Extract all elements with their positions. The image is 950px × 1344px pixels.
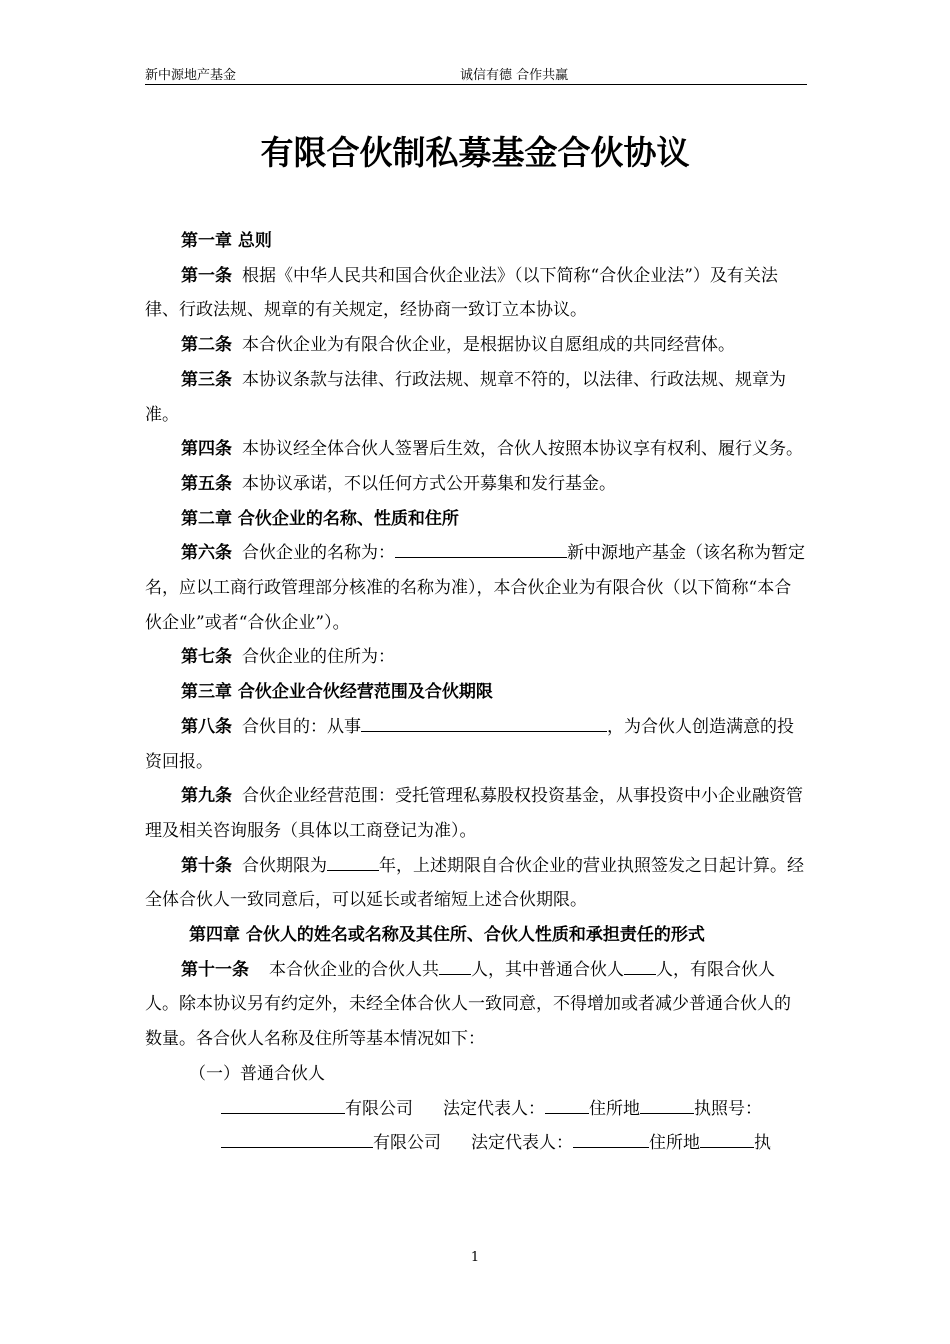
gp-addr: 住所地 (589, 1098, 640, 1119)
blank-line[interactable] (700, 1129, 754, 1148)
gp-rep: 法定代表人： (443, 1098, 545, 1119)
article-text: 本协议经全体合伙人签署后生效，合伙人按照本协议享有权利、履行义务。 (242, 439, 803, 460)
gp-license-short: 执 (754, 1133, 771, 1154)
blank-line[interactable] (640, 1095, 694, 1114)
blank-line[interactable] (545, 1095, 589, 1114)
document-body (145, 224, 807, 1161)
header-center-text: 诚信有德 合作共赢 (460, 68, 569, 83)
article-2 (145, 328, 807, 363)
article-6 (145, 536, 807, 640)
blank-line[interactable] (221, 1129, 373, 1148)
article-text: 人，有限合伙人 (656, 959, 775, 980)
article-label: 第五条 (181, 473, 232, 494)
article-3 (145, 363, 807, 432)
article-text: ，为合伙人创造满意的投资回报。 (145, 716, 794, 772)
article-text: 人，其中普通合伙人 (471, 959, 624, 980)
article-8 (145, 710, 807, 779)
article-9 (145, 779, 807, 848)
article-10 (145, 849, 807, 918)
document-title: 有限合伙制私募基金合伙协议 (260, 133, 690, 172)
blank-line[interactable] (221, 1095, 345, 1114)
article-text: 合伙目的：从事 (242, 716, 361, 737)
gp-row-1 (145, 1092, 807, 1127)
article-label: 第四条 (181, 439, 232, 460)
article-1 (145, 259, 807, 328)
article-label: 第九条 (181, 786, 232, 807)
blank-line[interactable] (439, 956, 471, 975)
blank-line[interactable] (573, 1129, 649, 1148)
gp-heading: （一）普通合伙人 (189, 1063, 325, 1084)
article-label: 第十一条 (181, 959, 249, 980)
gp-row-2 (145, 1126, 807, 1161)
article-label: 第八条 (181, 716, 232, 737)
article-text: 合伙期限为 (242, 855, 327, 876)
article-label: 第三条 (181, 369, 232, 390)
chapter-3-heading: 第三章 合伙企业合伙经营范围及合伙期限 (181, 682, 493, 703)
article-11 (145, 953, 807, 1057)
article-text: 根据《中华人民共和国合伙企业法》（以下简称“合伙企业法”）及有关法律、行政法规、规章的有关规定，经协商一致订立本协议。 (145, 265, 778, 321)
blank-line[interactable] (624, 956, 656, 975)
chapter-1-heading: 第一章 总则 (181, 231, 272, 251)
article-text: 人。除本协议另有约定外，未经全体合伙人一致同意，不得增加或者减少普通合伙人的数量。各合伙人名称及住所等基本情况如下： (145, 994, 791, 1050)
page-number: 1 (470, 1250, 480, 1265)
gp-addr: 住所地 (649, 1133, 700, 1154)
gp-license: 执照号： (694, 1098, 762, 1119)
blank-line[interactable] (395, 539, 567, 558)
page-header (145, 64, 807, 85)
article-text: 本协议承诺，不以任何方式公开募集和发行基金。 (242, 473, 616, 494)
article-text: 合伙企业经营范围：受托管理私募股权投资基金，从事投资中小企业融资管理及相关咨询服务（具体以工商登记为准）。 (145, 786, 803, 841)
article-text: 年，上述期限自合伙企业的营业执照签发之日起计算。经全体合伙人一致同意后，可以延长或者缩短上述合伙期限。 (145, 855, 804, 911)
article-label: 第六条 (181, 543, 232, 564)
article-text: 本协议条款与法律、行政法规、规章不符的，以法律、行政法规、规章为准。 (145, 369, 786, 425)
article-label: 第一条 (181, 265, 232, 286)
article-label: 第二条 (181, 335, 232, 356)
article-text: 合伙企业的名称为： (242, 543, 395, 564)
gp-company: 有限公司 (345, 1098, 413, 1119)
article-text: 本合伙企业的合伙人共 (269, 959, 439, 980)
article-text: 合伙企业的住所为： (242, 647, 395, 668)
article-text: 本合伙企业为有限合伙企业，是根据协议自愿组成的共同经营体。 (242, 335, 735, 356)
chapter-2-heading: 第二章 合伙企业的名称、性质和住所 (181, 508, 459, 529)
chapter-4-heading: 第四章 合伙人的姓名或名称及其住所、合伙人性质和承担责任的形式 (189, 925, 705, 946)
article-label: 第十条 (181, 855, 232, 876)
article-7 (145, 640, 807, 675)
article-4 (145, 432, 807, 467)
article-5 (145, 467, 807, 502)
gp-rep: 法定代表人： (471, 1133, 573, 1154)
header-left-text: 新中源地产基金 (145, 68, 237, 83)
article-text: 新中源地产基金（该名称为暂定名，应以工商行政管理部分核准的名称为准），本合伙企业为有限合伙（以下简称“本合伙企业”或者“合伙企业”）。 (145, 543, 805, 633)
article-label: 第七条 (181, 647, 232, 668)
gp-company: 有限公司 (373, 1133, 441, 1154)
blank-line[interactable] (361, 713, 607, 732)
blank-line[interactable] (327, 852, 379, 871)
